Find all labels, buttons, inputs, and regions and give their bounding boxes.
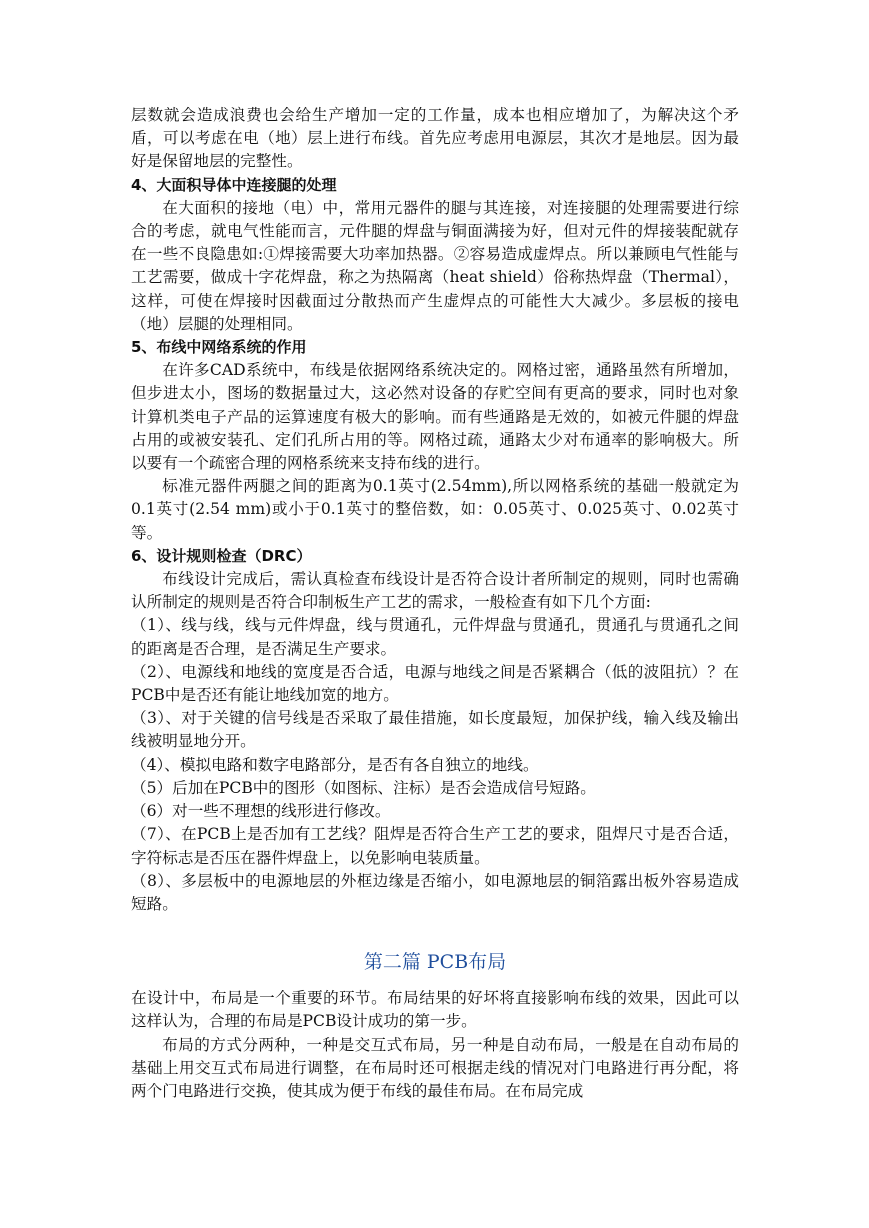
section-4-paragraph: 在大面积的接地（电）中，常用元器件的腿与其连接，对连接腿的处理需要进行综合的考虑，就电气性能而言，元件腿的焊盘与铜面满接为好，但对元件的焊接装配就存在一些不良隐患如:①焊接需要大功率加热器。②容易造成虚焊点。所以兼顾电气性能与工艺需要，做成十字花焊盘，称之为热隔离（heat shield）俗称热焊盘（Thermal），这样，可使在焊接时因截面过分散热而产生虚焊点的可能性大大减少。多层板的接电（地）层腿的处理相同。: [131, 198, 739, 333]
section-4-heading: 4、大面积导体中连接腿的处理: [131, 175, 337, 194]
chapter-title: 第二篇 PCB布局: [363, 951, 507, 974]
chapter-2-paragraph-2: 布局的方式分两种，一种是交互式布局，另一种是自动布局，一般是在自动布局的基础上用交互式布局进行调整，在布局时还可根据走线的情况对门电路进行再分配，将两个门电路进行交换，使其成为便于布线的最佳布局。在布局完成: [131, 1035, 739, 1100]
check-item-6: （6）对一些不理想的线形进行修改。: [131, 802, 391, 821]
check-item-1: （1）、线与线，线与元件焊盘，线与贯通孔，元件焊盘与贯通孔，贯通孔与贯通孔之间的距离是否合理，是否满足生产要求。: [131, 616, 739, 658]
check-item-8: （8）、多层板中的电源地层的外框边缘是否缩小，如电源地层的铜箔露出板外容易造成短路。: [131, 871, 739, 913]
section-6-paragraph: 布线设计完成后，需认真检查布线设计是否符合设计者所制定的规则，同时也需确认所制定的规则是否符合印制板生产工艺的需求，一般检查有如下几个方面:: [131, 570, 739, 612]
check-item-7: （7）、在PCB上是否加有工艺线？阻焊是否符合生产工艺的要求，阻焊尺寸是否合适，字符标志是否压在器件焊盘上，以免影响电装质量。: [131, 825, 739, 867]
section-5-paragraph-1: 在许多CAD系统中，布线是依据网络系统决定的。网格过密，通路虽然有所增加，但步进太小，图场的数据量过大，这必然对设备的存贮空间有更高的要求，同时也对象计算机类电子产品的运算速度有极大的影响。而有些通路是无效的，如被元件腿的焊盘占用的或被安装孔、定们孔所占用的等。网格过疏，通路太少对布通率的影响极大。所以要有一个疏密合理的网格系统来支持布线的进行。: [131, 361, 739, 473]
section-6-heading: 6、设计规则检查（DRC）: [131, 546, 312, 565]
check-item-3: （3）、对于关键的信号线是否采取了最佳措施，如长度最短，加保护线，输入线及输出线被明显地分开。: [131, 709, 739, 751]
document-page: [131, 104, 739, 1103]
section-5-heading: 5、布线中网络系统的作用: [131, 338, 307, 357]
chapter-2-paragraph-1: 在设计中，布局是一个重要的环节。布局结果的好坏将直接影响布线的效果，因此可以这样认为，合理的布局是PCB设计成功的第一步。: [131, 989, 739, 1031]
check-item-4: （4）、模拟电路和数字电路部分，是否有各自独立的地线。: [131, 755, 539, 774]
intro-paragraph: 层数就会造成浪费也会给生产增加一定的工作量，成本也相应增加了，为解决这个矛盾，可以考虑在电（地）层上进行布线。首先应考虑用电源层，其次才是地层。因为最好是保留地层的完整性。: [131, 106, 739, 171]
section-5-paragraph-2: 标准元器件两腿之间的距离为0.1英寸(2.54mm),所以网格系统的基础一般就定为0.1英寸(2.54 mm)或小于0.1英寸的整倍数，如：0.05英寸、0.025英寸、0.02英寸等。: [131, 477, 739, 542]
check-item-2: （2）、电源线和地线的宽度是否合适，电源与地线之间是否紧耦合（低的波阻抗）？在PCB中是否还有能让地线加宽的地方。: [131, 662, 739, 705]
check-item-5: （5）后加在PCB中的图形（如图标、注标）是否会造成信号短路。: [131, 778, 596, 797]
